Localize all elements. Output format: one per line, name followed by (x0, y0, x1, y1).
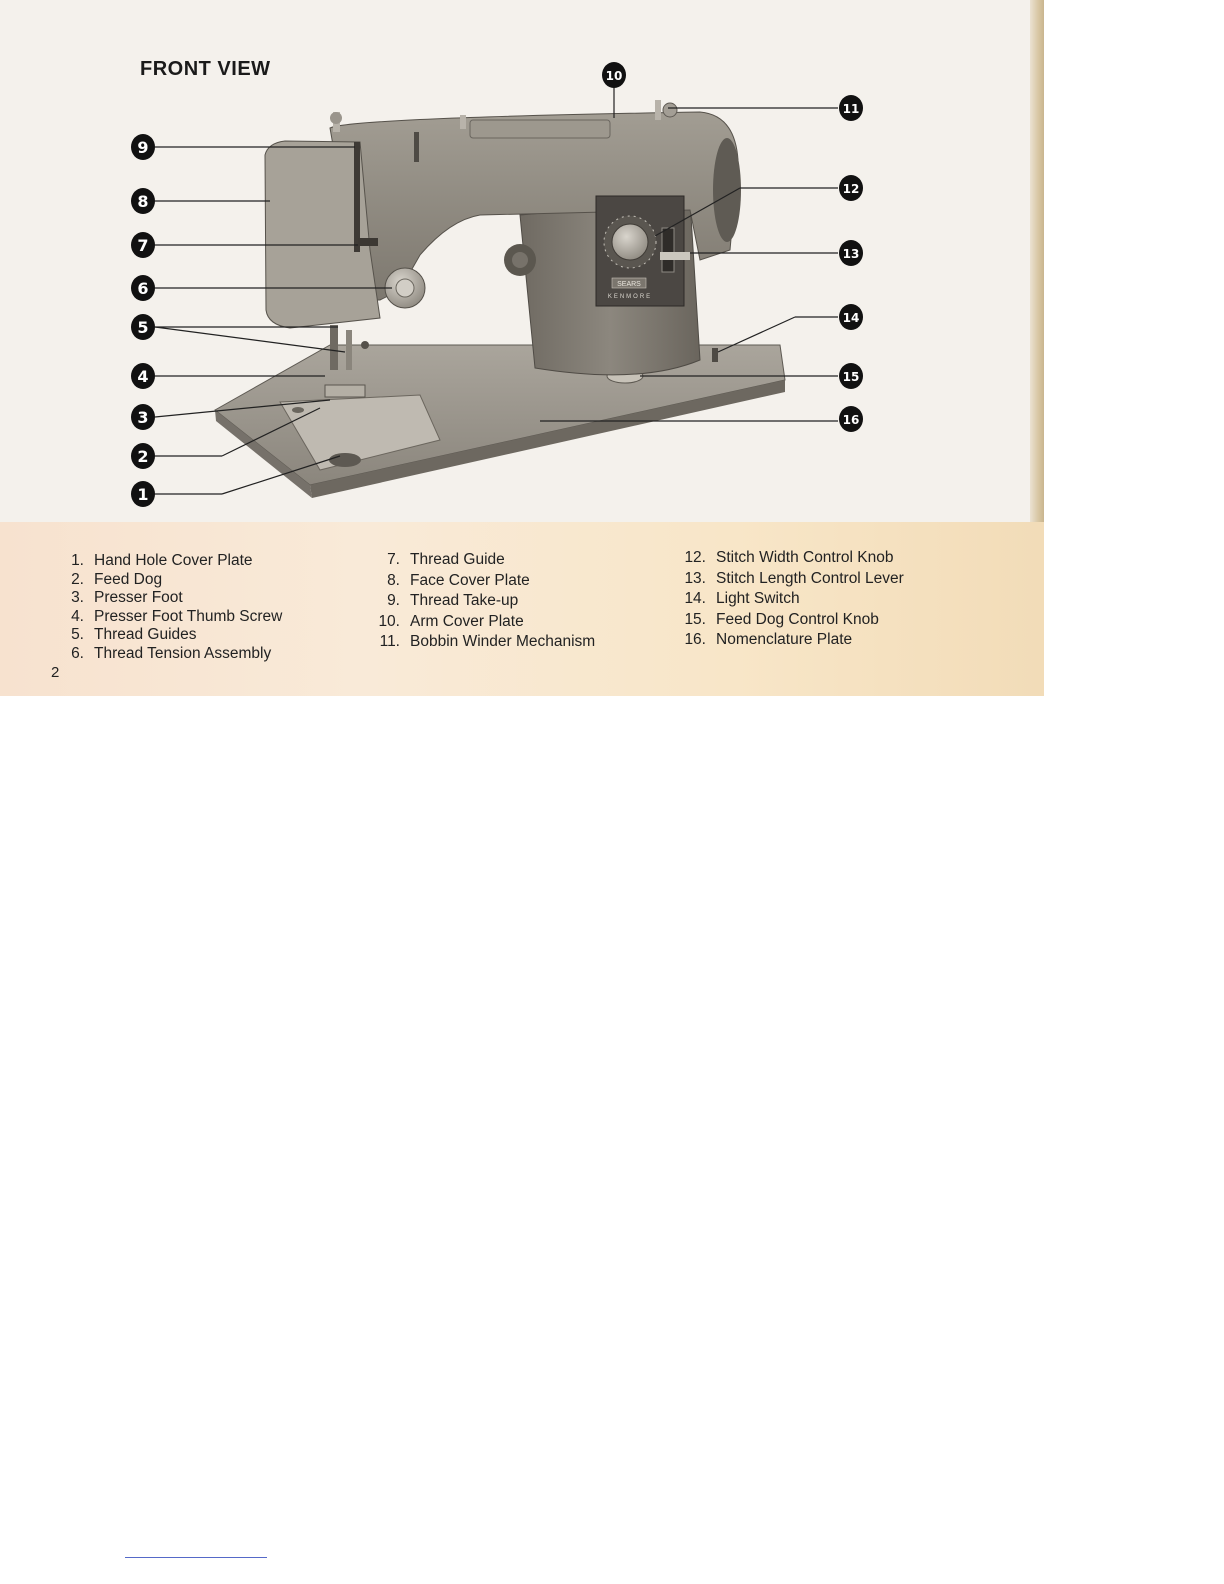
nameplate-brand: SEARS (617, 281, 641, 288)
legend-item (62, 626, 282, 645)
legend-item (368, 550, 595, 571)
legend-label: Light Switch (716, 590, 800, 607)
callout-badge-3 (131, 404, 155, 430)
svg-text:16: 16 (842, 413, 860, 427)
svg-text:14: 14 (842, 311, 860, 325)
legend-item (672, 548, 904, 569)
legend-item (672, 569, 904, 590)
callout-badge-16 (839, 406, 863, 432)
legend-label: Stitch Length Control Lever (716, 569, 904, 587)
legend-number: 3. (71, 589, 84, 606)
legend-item (62, 608, 282, 627)
legend-item (62, 589, 282, 608)
legend-item (368, 571, 595, 592)
callout-badge-6 (131, 275, 155, 301)
footer-rule (125, 1557, 267, 1558)
svg-text:4: 4 (137, 367, 149, 386)
legend-number: 11. (379, 633, 400, 650)
legend-label: Bobbin Winder Mechanism (410, 633, 596, 650)
legend-number: 5. (71, 626, 84, 643)
nameplate-model: KENMORE (607, 294, 653, 300)
callout-badge-13 (839, 240, 863, 266)
legend-column-1 (62, 552, 282, 663)
svg-text:9: 9 (137, 138, 149, 157)
svg-text:3: 3 (137, 408, 149, 427)
legend-number: 14. (684, 590, 706, 607)
page-number: 2 (51, 664, 60, 681)
legend-item (672, 610, 904, 631)
callout-badge-7 (131, 232, 155, 258)
legend-number: 2. (71, 570, 84, 588)
legend-label: Feed Dog Control Knob (716, 610, 879, 628)
legend-item (672, 630, 904, 651)
svg-text:11: 11 (842, 102, 860, 116)
legend-label: Thread Guide (410, 551, 505, 568)
page-title: FRONT VIEW (140, 58, 271, 80)
legend-label: Nomenclature Plate (716, 631, 853, 648)
sewing-machine-illustration (0, 0, 1044, 522)
callout-badge-9 (131, 134, 155, 160)
legend-label: Face Cover Plate (410, 571, 530, 589)
legend-number: 16. (684, 631, 706, 648)
legend-item (368, 612, 595, 633)
legend-label: Arm Cover Plate (410, 612, 524, 630)
legend-item (62, 552, 282, 571)
legend-column-2 (368, 550, 595, 653)
legend-label: Thread Take-up (410, 592, 519, 609)
legend-number: 7. (387, 551, 400, 568)
callout-badge-15 (839, 363, 863, 389)
legend-number: 1. (71, 552, 84, 569)
legend-label: Thread Guides (94, 626, 197, 643)
legend-item (368, 632, 595, 653)
callout-badge-2 (131, 443, 155, 469)
manual-page-scan (0, 0, 1044, 696)
control-panel (596, 196, 690, 306)
legend-number: 9. (387, 592, 400, 609)
callout-badge-4 (131, 363, 155, 389)
legend-item (62, 571, 282, 590)
callout-badge-11 (839, 95, 863, 121)
svg-text:5: 5 (137, 318, 149, 337)
legend-label: Hand Hole Cover Plate (94, 552, 253, 569)
legend-number: 8. (387, 571, 400, 589)
legend-number: 6. (71, 644, 84, 662)
legend-label: Stitch Width Control Knob (716, 549, 894, 566)
callout-badge-14 (839, 304, 863, 330)
legend-label: Presser Foot (94, 589, 183, 606)
legend-item (672, 589, 904, 610)
svg-text:2: 2 (137, 447, 149, 466)
callout-badge-5 (131, 314, 155, 340)
callout-badge-10 (602, 62, 626, 88)
legend-number: 13. (684, 569, 706, 587)
legend-item (368, 591, 595, 612)
legend-number: 15. (684, 610, 706, 628)
legend-label: Feed Dog (94, 570, 163, 588)
svg-text:7: 7 (137, 236, 149, 255)
legend-label: Presser Foot Thumb Screw (94, 607, 283, 625)
callout-badge-12 (839, 175, 863, 201)
svg-text:13: 13 (842, 247, 860, 261)
svg-text:15: 15 (842, 370, 860, 384)
svg-text:1: 1 (137, 485, 149, 504)
legend-number: 12. (684, 549, 706, 566)
legend-number: 10. (378, 612, 400, 630)
callout-badge-8 (131, 188, 155, 214)
callout-badge-1 (131, 481, 155, 507)
svg-text:6: 6 (137, 279, 149, 298)
svg-text:8: 8 (137, 192, 149, 211)
legend-label: Thread Tension Assembly (94, 644, 272, 662)
svg-text:12: 12 (842, 182, 860, 196)
legend-column-3 (672, 548, 904, 651)
legend-number: 4. (71, 607, 84, 625)
svg-text:10: 10 (605, 69, 623, 83)
legend-item (62, 645, 282, 664)
